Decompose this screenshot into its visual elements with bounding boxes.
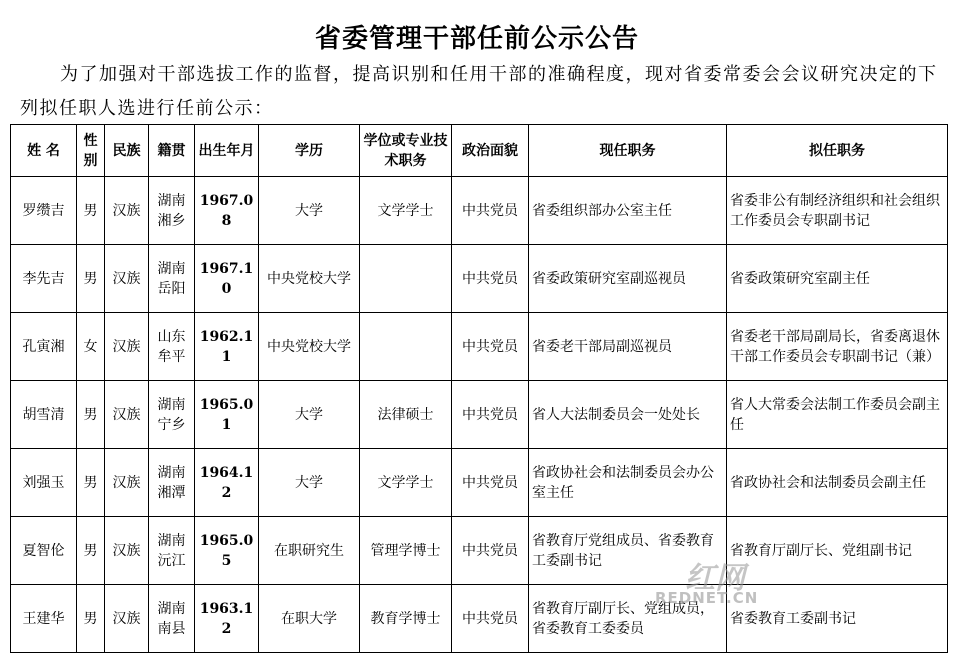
- cell-political: 中共党员: [452, 381, 529, 449]
- table-row: [11, 449, 948, 517]
- table-row: [11, 313, 948, 381]
- header-political: 政治面貌: [452, 125, 529, 177]
- cell-political: 中共党员: [452, 313, 529, 381]
- cell-origin: 湖南沅江: [149, 517, 195, 585]
- cell-proposed-position: 省委教育工委副书记: [727, 585, 948, 653]
- cell-proposed-position: 省委非公有制经济组织和社会组织工作委员会专职副书记: [727, 177, 948, 245]
- cell-gender: 男: [77, 245, 105, 313]
- cell-education: 中央党校大学: [259, 313, 360, 381]
- cell-current-position: 省教育厅副厅长、党组成员，省委教育工委委员: [529, 585, 727, 653]
- cell-political: 中共党员: [452, 449, 529, 517]
- cell-birth: 1965.05: [195, 517, 259, 585]
- cell-birth: 1964.12: [195, 449, 259, 517]
- cell-name: 王建华: [11, 585, 77, 653]
- cell-origin: 湖南岳阳: [149, 245, 195, 313]
- table-row: [11, 381, 948, 449]
- cell-current-position: 省委组织部办公室主任: [529, 177, 727, 245]
- cell-proposed-position: 省人大常委会法制工作委员会副主任: [727, 381, 948, 449]
- cell-origin: 湖南南县: [149, 585, 195, 653]
- cell-gender: 男: [77, 585, 105, 653]
- cell-birth: 1962.11: [195, 313, 259, 381]
- cell-origin: 山东牟平: [149, 313, 195, 381]
- cell-current-position: 省委政策研究室副巡视员: [529, 245, 727, 313]
- header-proposed-position: 拟任职务: [727, 125, 948, 177]
- cell-current-position: 省政协社会和法制委员会办公室主任: [529, 449, 727, 517]
- cell-education: 大学: [259, 381, 360, 449]
- intro-paragraph: 为了加强对干部选拔工作的监督，提高识别和任用干部的准确程度，现对省委常委会会议研究决定的下列拟任职人选进行任前公示：: [20, 64, 938, 119]
- cell-current-position: 省委老干部局副巡视员: [529, 313, 727, 381]
- watermark-domain-text: REDNET.CN: [655, 589, 759, 607]
- cell-proposed-position: 省委老干部局副局长，省委离退休干部工作委员会专职副书记（兼）: [727, 313, 948, 381]
- cell-name: 孔寅湘: [11, 313, 77, 381]
- cell-origin: 湖南宁乡: [149, 381, 195, 449]
- cell-degree: 文学学士: [360, 177, 452, 245]
- cell-political: 中共党员: [452, 177, 529, 245]
- header-education: 学历: [259, 125, 360, 177]
- cell-degree: 法律硕士: [360, 381, 452, 449]
- table-row: [11, 177, 948, 245]
- candidate-table: [10, 124, 948, 653]
- cell-education: 在职研究生: [259, 517, 360, 585]
- cell-proposed-position: 省政协社会和法制委员会副主任: [727, 449, 948, 517]
- cell-ethnicity: 汉族: [105, 177, 149, 245]
- cell-degree: 文学学士: [360, 449, 452, 517]
- cell-political: 中共党员: [452, 517, 529, 585]
- cell-education: 大学: [259, 449, 360, 517]
- header-birth: 出生年月: [195, 125, 259, 177]
- document-title: 省委管理干部任前公示公告: [314, 24, 639, 54]
- header-current-position: 现任职务: [529, 125, 727, 177]
- cell-name: 夏智伦: [11, 517, 77, 585]
- watermark-logo-text: 红网: [685, 561, 745, 596]
- cell-gender: 女: [77, 313, 105, 381]
- cell-birth: 1963.12: [195, 585, 259, 653]
- cell-political: 中共党员: [452, 245, 529, 313]
- table-header-row: [11, 125, 948, 177]
- cell-gender: 男: [77, 177, 105, 245]
- cell-ethnicity: 汉族: [105, 245, 149, 313]
- header-degree: 学位或专业技术职务: [360, 125, 452, 177]
- cell-degree: 教育学博士: [360, 585, 452, 653]
- table-row: [11, 245, 948, 313]
- cell-name: 胡雪清: [11, 381, 77, 449]
- cell-political: 中共党员: [452, 585, 529, 653]
- cell-education: 大学: [259, 177, 360, 245]
- cell-education: 在职大学: [259, 585, 360, 653]
- cell-degree: [360, 313, 452, 381]
- cell-ethnicity: 汉族: [105, 585, 149, 653]
- cell-gender: 男: [77, 517, 105, 585]
- cell-education: 中央党校大学: [259, 245, 360, 313]
- cell-name: 刘强玉: [11, 449, 77, 517]
- header-ethnicity: 民族: [105, 125, 149, 177]
- cell-birth: 1967.10: [195, 245, 259, 313]
- cell-birth: 1967.08: [195, 177, 259, 245]
- cell-name: 李先吉: [11, 245, 77, 313]
- cell-ethnicity: 汉族: [105, 381, 149, 449]
- cell-gender: 男: [77, 381, 105, 449]
- cell-degree: 管理学博士: [360, 517, 452, 585]
- cell-gender: 男: [77, 449, 105, 517]
- cell-birth: 1965.01: [195, 381, 259, 449]
- table-row: [11, 585, 948, 653]
- header-origin: 籍贯: [149, 125, 195, 177]
- cell-degree: [360, 245, 452, 313]
- cell-ethnicity: 汉族: [105, 517, 149, 585]
- table-row: [11, 517, 948, 585]
- cell-current-position: 省人大法制委员会一处处长: [529, 381, 727, 449]
- cell-origin: 湖南湘乡: [149, 177, 195, 245]
- cell-current-position: 省教育厅党组成员、省委教育工委副书记: [529, 517, 727, 585]
- header-name: 姓 名: [11, 125, 77, 177]
- cell-ethnicity: 汉族: [105, 313, 149, 381]
- cell-name: 罗缵吉: [11, 177, 77, 245]
- cell-ethnicity: 汉族: [105, 449, 149, 517]
- header-gender: 性别: [77, 125, 105, 177]
- cell-origin: 湖南湘潭: [149, 449, 195, 517]
- cell-proposed-position: 省教育厅副厅长、党组副书记: [727, 517, 948, 585]
- cell-proposed-position: 省委政策研究室副主任: [727, 245, 948, 313]
